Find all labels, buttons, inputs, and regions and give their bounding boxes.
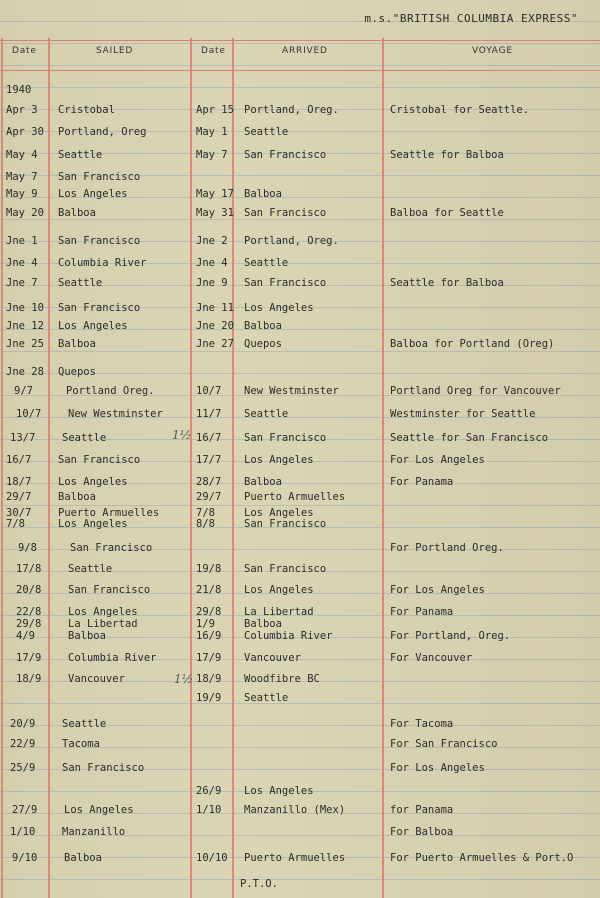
arrived-port: Balboa [244,320,282,332]
arrived-date: 19/8 [196,563,222,575]
sailed-date: 10/7 [16,408,42,420]
arrived-port: La Libertad [244,606,314,618]
sailed-port: Cristobal [58,104,115,116]
arrived-port: Puerto Armuelles [244,852,346,864]
arrived-port: Los Angeles [244,454,314,466]
arrived-port: Seattle [244,126,289,138]
column-rule [382,38,384,898]
voyage-description: For Balboa [390,826,454,838]
sailed-date: Jne 4 [6,257,38,269]
arrived-date: 28/7 [196,476,222,488]
sailed-port: San Francisco [58,302,141,314]
sailed-port: Balboa [58,338,96,350]
sailed-date: 4/9 [16,630,35,642]
column-rule [232,38,234,898]
arrived-date: May 17 [196,188,234,200]
arrived-date: 10/10 [196,852,228,864]
arrived-date: 8/8 [196,518,215,530]
sailed-date: 29/8 [16,618,42,630]
arrived-date: Jne 11 [196,302,234,314]
sailed-port: Los Angeles [58,476,128,488]
sailed-date: 20/9 [10,718,36,730]
arrived-date: 21/8 [196,584,222,596]
sailed-port: Los Angeles [64,804,134,816]
column-rule [190,38,192,898]
voyage-description: For Portland, Oreg. [390,630,511,642]
arrived-date: 17/9 [196,652,222,664]
arrived-port: Balboa [244,188,282,200]
arrived-port: Portland, Oreg. [244,104,339,116]
sailed-date: 18/7 [6,476,32,488]
sailed-date: 17/9 [16,652,42,664]
voyage-description: For Portland Oreg. [390,542,504,554]
arrived-port: San Francisco [244,563,327,575]
sailed-port: San Francisco [62,762,145,774]
voyage-description: For Puerto Armuelles & Port.O [390,852,574,864]
sailed-port: Portland Oreg. [66,385,155,397]
sailed-date: 13/7 [10,432,36,444]
sailed-port: Portland, Oreg [58,126,147,138]
sailed-port: Balboa [68,630,106,642]
sailed-port: Los Angeles [58,320,128,332]
sailed-port: Seattle [58,277,103,289]
sailed-date: May 7 [6,171,38,183]
voyage-description: Cristobal for Seattle. [390,104,530,116]
arrived-port: Manzanillo (Mex) [244,804,346,816]
header-arrived: ARRIVED [282,46,328,56]
sailed-date: Apr 3 [6,104,38,116]
arrived-port: Los Angeles [244,584,314,596]
arrived-date: 18/9 [196,673,222,685]
arrived-date: 29/7 [196,491,222,503]
sailed-port: San Francisco [58,171,141,183]
arrived-date: 1/10 [196,804,222,816]
voyage-description: For Los Angeles [390,762,485,774]
arrived-port: Columbia River [244,630,333,642]
sailed-date: Jne 28 [6,366,44,378]
sailed-port: Tacoma [62,738,100,750]
sailed-date: Jne 25 [6,338,44,350]
ship-name: m.s."BRITISH COLUMBIA EXPRESS" [364,12,578,25]
sailed-port: Seattle [62,718,107,730]
arrived-date: 16/9 [196,630,222,642]
voyage-description: For Vancouver [390,652,473,664]
sailed-date: 9/8 [18,542,37,554]
margin-note: 1½ [172,428,192,442]
voyage-description: For Panama [390,606,454,618]
sailed-date: 22/9 [10,738,36,750]
arrived-date: 29/8 [196,606,222,618]
arrived-port: Puerto Armuelles [244,491,346,503]
voyage-description: For San Francisco [390,738,498,750]
arrived-port: Woodfibre BC [244,673,320,685]
sailed-port: Quepos [58,366,96,378]
arrived-port: Los Angeles [244,785,314,797]
voyage-description: For Panama [390,476,454,488]
arrived-date: 11/7 [196,408,222,420]
sailed-port: Balboa [58,207,96,219]
sailed-port: San Francisco [68,584,151,596]
sailed-port: Seattle [62,432,107,444]
sailed-port: San Francisco [58,454,141,466]
arrived-date: Jne 9 [196,277,228,289]
sailed-date: 16/7 [6,454,32,466]
sailed-port: Seattle [68,563,113,575]
arrived-date: Jne 2 [196,235,228,247]
sailed-date: May 4 [6,149,38,161]
sailed-date: Jne 10 [6,302,44,314]
sailed-date: 1/10 [10,826,36,838]
sailed-port: San Francisco [70,542,153,554]
sailed-date: Jne 1 [6,235,38,247]
sailed-date: 9/7 [14,385,33,397]
voyage-description: Balboa for Portland (Oreg) [390,338,555,350]
sailed-date: 20/8 [16,584,42,596]
column-rule [1,38,3,898]
sailed-date: 9/10 [12,852,38,864]
sailed-date: 29/7 [6,491,32,503]
arrived-port: San Francisco [244,518,327,530]
header-bottom-rule [0,70,600,71]
arrived-date: Apr 15 [196,104,234,116]
voyage-description: for Panama [390,804,454,816]
arrived-date: 16/7 [196,432,222,444]
sailed-date: May 20 [6,207,44,219]
arrived-port: Balboa [244,618,282,630]
arrived-date: 10/7 [196,385,222,397]
voyage-description: Seattle for Balboa [390,149,504,161]
arrived-date: Jne 27 [196,338,234,350]
sailed-date: Jne 12 [6,320,44,332]
sailed-port: Los Angeles [68,606,138,618]
arrived-port: Seattle [244,692,289,704]
header-sailed-date: Date [12,46,37,56]
arrived-port: Seattle [244,408,289,420]
sailed-port: Vancouver [68,673,125,685]
sailed-port: Los Angeles [58,188,128,200]
sailed-date: May 9 [6,188,38,200]
arrived-date: Jne 4 [196,257,228,269]
arrived-port: San Francisco [244,432,327,444]
arrived-date: 17/7 [196,454,222,466]
sailed-date: 27/9 [12,804,38,816]
arrived-date: 19/9 [196,692,222,704]
arrived-port: Balboa [244,476,282,488]
sailed-port: Balboa [58,491,96,503]
arrived-port: Quepos [244,338,282,350]
sailed-port: Manzanillo [62,826,126,838]
voyage-description: For Tacoma [390,718,454,730]
sailed-port: Columbia River [68,652,157,664]
arrived-port: Los Angeles [244,302,314,314]
arrived-port: San Francisco [244,277,327,289]
header-arrived-date: Date [201,46,226,56]
sailed-date: 18/9 [16,673,42,685]
sailed-date: 7/8 [6,518,25,530]
header-top-rule [0,40,600,41]
margin-note: 1½ [174,672,194,686]
sailed-date: 22/8 [16,606,42,618]
voyage-description: For Los Angeles [390,454,485,466]
column-rule [48,38,50,898]
sailed-port: Puerto Armuelles [58,507,160,519]
arrived-date: 1/9 [196,618,215,630]
page-turn-note: P.T.O. [240,878,278,890]
sailed-port: Balboa [64,852,102,864]
arrived-port: Los Angeles [244,507,314,519]
arrived-date: May 31 [196,207,234,219]
arrived-port: New Westminster [244,385,339,397]
voyage-description: Seattle for San Francisco [390,432,549,444]
voyage-description: Balboa for Seattle [390,207,504,219]
voyage-description: Seattle for Balboa [390,277,504,289]
sailed-date: 17/8 [16,563,42,575]
arrived-date: 26/9 [196,785,222,797]
voyage-description: Westminster for Seattle [390,408,536,420]
arrived-port: San Francisco [244,207,327,219]
sailed-port: New Westminster [68,408,163,420]
voyage-description: For Los Angeles [390,584,485,596]
sailed-port: Seattle [58,149,103,161]
sailed-date: 30/7 [6,507,32,519]
sailed-port: San Francisco [58,235,141,247]
arrived-port: Vancouver [244,652,301,664]
arrived-port: Seattle [244,257,289,269]
sailed-date: 25/9 [10,762,36,774]
arrived-date: May 1 [196,126,228,138]
arrived-date: 7/8 [196,507,215,519]
sailed-port: Columbia River [58,257,147,269]
header-voyage: VOYAGE [472,46,513,56]
header-sailed: SAILED [96,46,134,56]
sailed-date: Jne 7 [6,277,38,289]
arrived-date: May 7 [196,149,228,161]
arrived-port: Portland, Oreg. [244,235,339,247]
arrived-port: San Francisco [244,149,327,161]
arrived-date: Jne 20 [196,320,234,332]
voyage-description: Portland Oreg for Vancouver [390,385,561,397]
sailed-date: Apr 30 [6,126,44,138]
sailed-port: La Libertad [68,618,138,630]
sailed-port: Los Angeles [58,518,128,530]
year-label: 1940 [6,84,32,96]
